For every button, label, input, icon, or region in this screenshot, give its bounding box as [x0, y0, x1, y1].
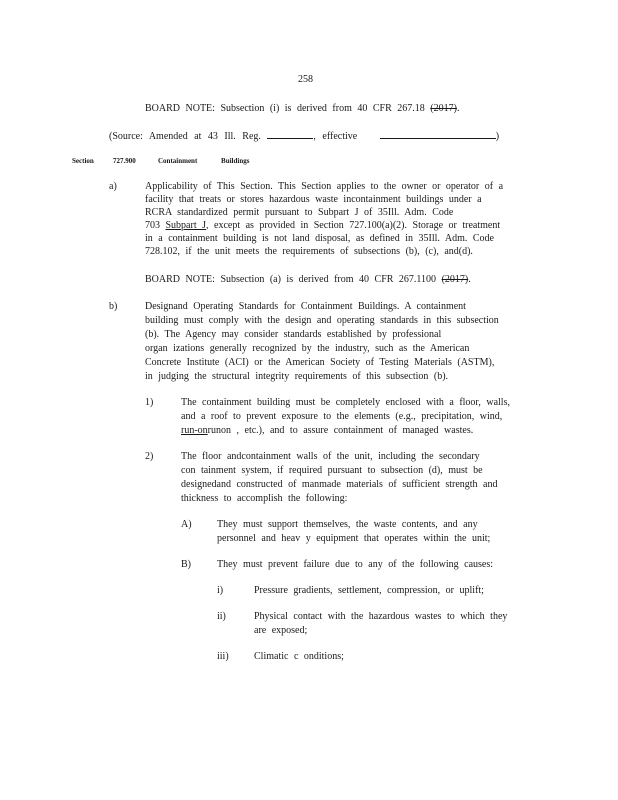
item-B-text: They must prevent failure due to any of the following causes: — [217, 559, 494, 570]
board-note-text: BOARD NOTE: Subsection (i) is derived from 40 CFR 267.18 — [145, 103, 431, 114]
section-number: 727.900 — [113, 157, 136, 165]
board-note-subsection-i — [145, 102, 459, 116]
board-note-a-period: . — [468, 274, 471, 285]
item-2-line-2: con tainment system, if required pursuant to subsection (d), must be — [181, 465, 483, 476]
subsection-b-line-2: building must comply with the design and operating standards in this subsection — [145, 315, 499, 326]
subsection-a-line-6: 728.102, if the unit meets the requirements of subsections (b), (c), and(d). — [145, 246, 473, 257]
section-label: Section — [72, 157, 94, 165]
line-4-suffix: , except as provided in Section 727.100(a)(2). Storage or treatment — [206, 220, 501, 231]
item-B-marker: B) — [181, 559, 191, 570]
underlined-subpart: Subpart J — [165, 220, 206, 231]
source-close: ) — [495, 131, 500, 142]
item-1-marker: 1) — [145, 397, 154, 408]
item-2-marker: 2) — [145, 451, 154, 462]
item-2-line-1: The floor andcontainment walls of the unit, including the secondary — [181, 451, 480, 462]
item-1-line-3 — [181, 424, 473, 438]
item-A-line-2: personnel and heav y equipment that operates within the unit; — [217, 533, 491, 544]
register-page-blank — [267, 129, 313, 139]
source-prefix: (Source: Amended at 43 Ill. Reg. — [109, 131, 261, 142]
subsection-a-line-1: Applicability of This Section. This Section applies to the owner or operator of a — [145, 181, 504, 192]
subsection-a-marker: a) — [109, 181, 117, 192]
subsection-b-line-4: organ izations generally recognized by the industry, such as the American — [145, 343, 470, 354]
board-note-period: . — [456, 103, 460, 114]
item-1-line-3-text: runon , etc.), and to assure containment of managed wastes. — [207, 425, 474, 436]
item-1-line-2: and a roof to prevent exposure to the elements (e.g., precipitation, wind, — [181, 411, 503, 422]
effective-date-blank — [380, 129, 496, 139]
item-2-line-4: thickness to accomplish the following: — [181, 493, 348, 504]
subsection-b-line-3: (b). The Agency may consider standards established by professional — [145, 329, 442, 340]
board-note-subsection-a — [145, 273, 471, 287]
item-i-marker: i) — [217, 585, 224, 596]
line-4-prefix: 703 — [145, 220, 166, 231]
subsection-a-line-2: facility that treats or stores hazardous waste incontainment buildings under a — [145, 194, 482, 205]
item-iii-marker: iii) — [217, 651, 229, 662]
board-note-a-text: BOARD NOTE: Subsection (a) is derived from 40 CFR 267.1100 — [145, 274, 442, 285]
subsection-b-marker: b) — [109, 301, 118, 312]
struck-year: (2017) — [430, 103, 457, 114]
struck-year-a: (2017) — [441, 274, 469, 285]
source-line — [109, 129, 499, 144]
item-A-marker: A) — [181, 519, 192, 530]
item-1-line-1: The containment building must be completely enclosed with a floor, walls, — [181, 397, 510, 408]
section-title: Containment Buildings — [158, 157, 250, 165]
page-number: 258 — [298, 74, 313, 85]
item-i-text: Pressure gradients, settlement, compression, or uplift; — [254, 585, 484, 596]
source-effective: , effective — [313, 131, 358, 142]
item-ii-line-2: are exposed; — [254, 625, 308, 636]
subsection-a-line-3: RCRA standardized permit pursuant to Subpart J of 35Ill. Adm. Code — [145, 207, 454, 218]
subsection-b-line-6: in judging the structural integrity requirements of this subsection (b). — [145, 371, 449, 382]
subsection-b-line-5: Concrete Institute (ACI) or the American Society of Testing Materials (ASTM), — [145, 357, 495, 368]
subsection-a-line-5: in a containment building is not land disposal, as defined in 35Ill. Adm. Code — [145, 233, 494, 244]
item-ii-marker: ii) — [217, 611, 226, 622]
item-A-line-1: They must support themselves, the waste contents, and any — [217, 519, 478, 530]
item-iii-text: Climatic c onditions; — [254, 651, 344, 662]
underlined-run-on: run-on — [181, 425, 208, 436]
item-2-line-3: designedand constructed of manmade materials of sufficient strength and — [181, 479, 498, 490]
subsection-b-line-1: Designand Operating Standards for Containment Buildings. A containment — [145, 301, 466, 312]
subsection-a-line-4 — [145, 219, 500, 233]
item-ii-line-1: Physical contact with the hazardous wastes to which they — [254, 611, 508, 622]
